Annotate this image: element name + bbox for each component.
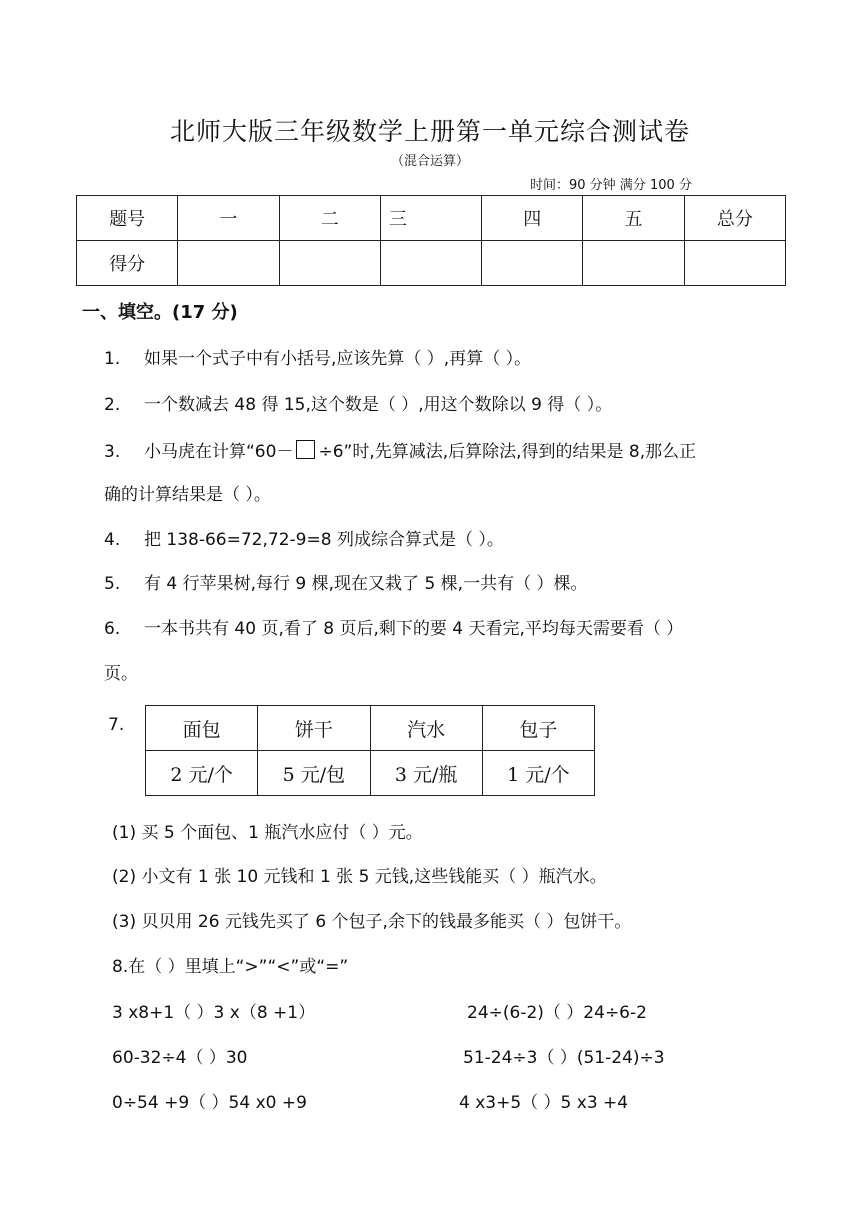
question-text: 小马虎在计算“60－ [144,442,294,462]
price-value-cell: 3 元/瓶 [370,751,482,796]
question-1 [104,344,531,369]
question-6-continued: 页。 [104,664,138,684]
price-item-cell: 饼干 [258,706,370,751]
price-table [145,705,595,796]
price-value-cell: 1 元/个 [482,751,594,796]
page-title: 北师大版三年级数学上册第一单元综合测试卷 [169,117,690,146]
score-table-header-cell: 总分 [684,196,785,241]
score-input-cell[interactable] [279,241,380,286]
section-1-title: 一、填空。(17 分) [82,302,238,323]
score-table-header-cell: 五 [583,196,684,241]
question-number: 3. [104,442,121,462]
question-text: 如果一个式子中有小括号,应该先算（ ）,再算（ ）。 [144,349,532,369]
question-7-sub-2: (2) 小文有 1 张 10 元钱和 1 张 5 元钱,这些钱能买（ ）瓶汽水。 [112,867,607,887]
compare-item: 3 x8+1（ ）3 x（8 +1） [112,1003,316,1023]
score-input-cell[interactable] [178,241,279,286]
question-8: 8.在（ ）里填上“>”“<”或“=” [112,957,349,977]
price-item-cell: 面包 [146,706,258,751]
compare-item: 0÷54 +9（ ）54 x0 +9 [112,1093,307,1113]
question-number: 1. [104,349,121,369]
score-input-cell[interactable] [684,241,785,286]
question-7-sub-1: (1) 买 5 个面包、1 瓶汽水应付（ ）元。 [112,823,423,843]
question-2 [104,390,612,415]
score-table-header-cell: 二 [279,196,380,241]
question-4 [104,525,504,550]
score-input-cell[interactable] [583,241,684,286]
time-score-info: 时间：90 分钟 满分 100 分 [530,178,692,193]
score-table-header-row [77,196,786,241]
price-item-cell: 包子 [482,706,594,751]
score-input-cell[interactable] [482,241,583,286]
question-5 [104,569,588,594]
score-table-header-cell: 三 [380,196,481,241]
question-text: 一本书共有 40 页,看了 8 页后,剩下的要 4 天看完,平均每天需要看（ ） [144,619,684,639]
compare-item: 51-24÷3（ ）(51-24)÷3 [463,1048,665,1068]
price-value-cell: 5 元/包 [258,751,370,796]
score-table-header-cell: 一 [178,196,279,241]
question-3 [104,437,696,462]
blank-box [296,440,315,459]
question-text: 有 4 行苹果树,每行 9 棵,现在又栽了 5 棵,一共有（ ）棵。 [144,574,588,594]
question-text: 把 138-66=72,72-9=8 列成综合算式是（ ）。 [144,530,504,550]
price-table-prices-row [146,751,595,796]
question-number: 6. [104,619,121,639]
price-table-items-row [146,706,595,751]
page-subtitle: （混合运算） [390,154,469,169]
question-7-number: 7. [108,715,125,735]
question-number: 5. [104,574,121,594]
score-input-cell[interactable] [380,241,481,286]
score-table-score-row [77,241,786,286]
question-7-sub-3: (3) 贝贝用 26 元钱先买了 6 个包子,余下的钱最多能买（ ）包饼干。 [112,912,632,932]
question-text: 一个数减去 48 得 15,这个数是（ ）,用这个数除以 9 得（ ）。 [144,395,613,415]
score-table [76,195,786,286]
question-number: 4. [104,530,121,550]
compare-item: 24÷(6-2)（ ）24÷6-2 [467,1003,647,1023]
price-value-cell: 2 元/个 [146,751,258,796]
score-table-header-cell: 四 [482,196,583,241]
price-item-cell: 汽水 [370,706,482,751]
question-6 [104,614,683,639]
score-label-cell: 得分 [77,241,178,286]
compare-item: 60-32÷4（ ）30 [112,1048,248,1068]
score-table-header-cell: 题号 [77,196,178,241]
question-number: 2. [104,395,121,415]
question-text: ÷6”时,先算减法,后算除法,得到的结果是 8,那么正 [318,442,697,462]
question-3-continued: 确的计算结果是（ ）。 [104,485,271,505]
compare-item: 4 x3+5（ ）5 x3 +4 [459,1093,629,1113]
